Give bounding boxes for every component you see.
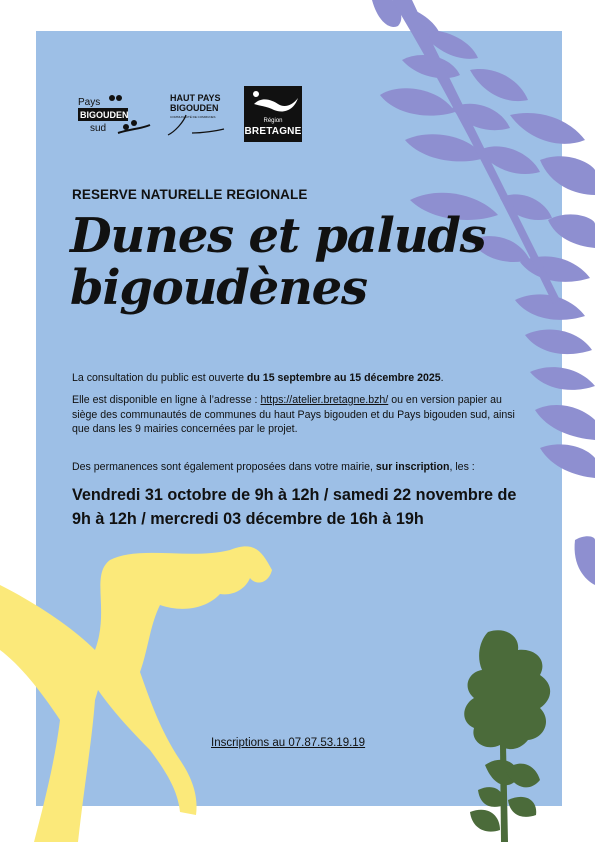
- svg-text:BIGOUDEN: BIGOUDEN: [80, 110, 129, 120]
- reserve-subtitle: RESERVE NATURELLE REGIONALE: [72, 187, 308, 202]
- svg-text:HAUT PAYS: HAUT PAYS: [170, 93, 221, 103]
- permanences-before: Des permanences sont également proposées dans votre mairie,: [72, 461, 376, 473]
- availability-before-link: Elle est disponible en ligne à l’adresse :: [72, 394, 261, 406]
- permanences-bold: sur inscription: [375, 461, 450, 473]
- yellow-animal-illustration: [0, 546, 272, 842]
- region-label: Région: [263, 118, 283, 124]
- permanences-after: , les :: [449, 461, 475, 473]
- availability-paragraph: [72, 393, 527, 437]
- svg-text:COMMUNAUTÉ DE COMMUNES: COMMUNAUTÉ DE COMMUNES: [170, 115, 216, 119]
- page-title: Dunes et paluds bigoudènes: [70, 208, 486, 316]
- svg-text:sud: sud: [90, 123, 107, 134]
- permanences-paragraph: [72, 460, 527, 475]
- region-bretagne-logo: [244, 86, 302, 142]
- pays-bigouden-sud-logo: [78, 93, 154, 137]
- consultation-intro: La consultation du public est ouverte: [72, 372, 247, 384]
- consultation-period-end: .: [440, 372, 444, 384]
- consultation-paragraph: [72, 371, 527, 386]
- bretagne-label: BRETAGNE: [244, 126, 302, 137]
- consultation-period: du 15 septembre au 15 décembre 2025: [246, 372, 441, 384]
- haut-pays-bigouden-logo: [162, 87, 226, 139]
- atelier-link[interactable]: https://atelier.bretagne.bzh/: [260, 394, 389, 406]
- svg-text:BIGOUDEN: BIGOUDEN: [170, 103, 219, 113]
- permanence-dates: Vendredi 31 octobre de 9h à 12h / samedi 22 novembre de 9h à 12h / mercredi 03 décembre de 16h à 19h: [72, 486, 517, 528]
- inscriptions-phone: Inscriptions au 07.87.53.19.19: [211, 737, 366, 749]
- availability-after-link: ou en version papier au siège des communautés de communes du haut Pays bigouden et du Pays bigouden sud, ainsi que dans les 9 mairies concernées par le projet.: [72, 394, 515, 435]
- green-plant-illustration: [464, 630, 550, 842]
- svg-text:Pays: Pays: [78, 97, 101, 108]
